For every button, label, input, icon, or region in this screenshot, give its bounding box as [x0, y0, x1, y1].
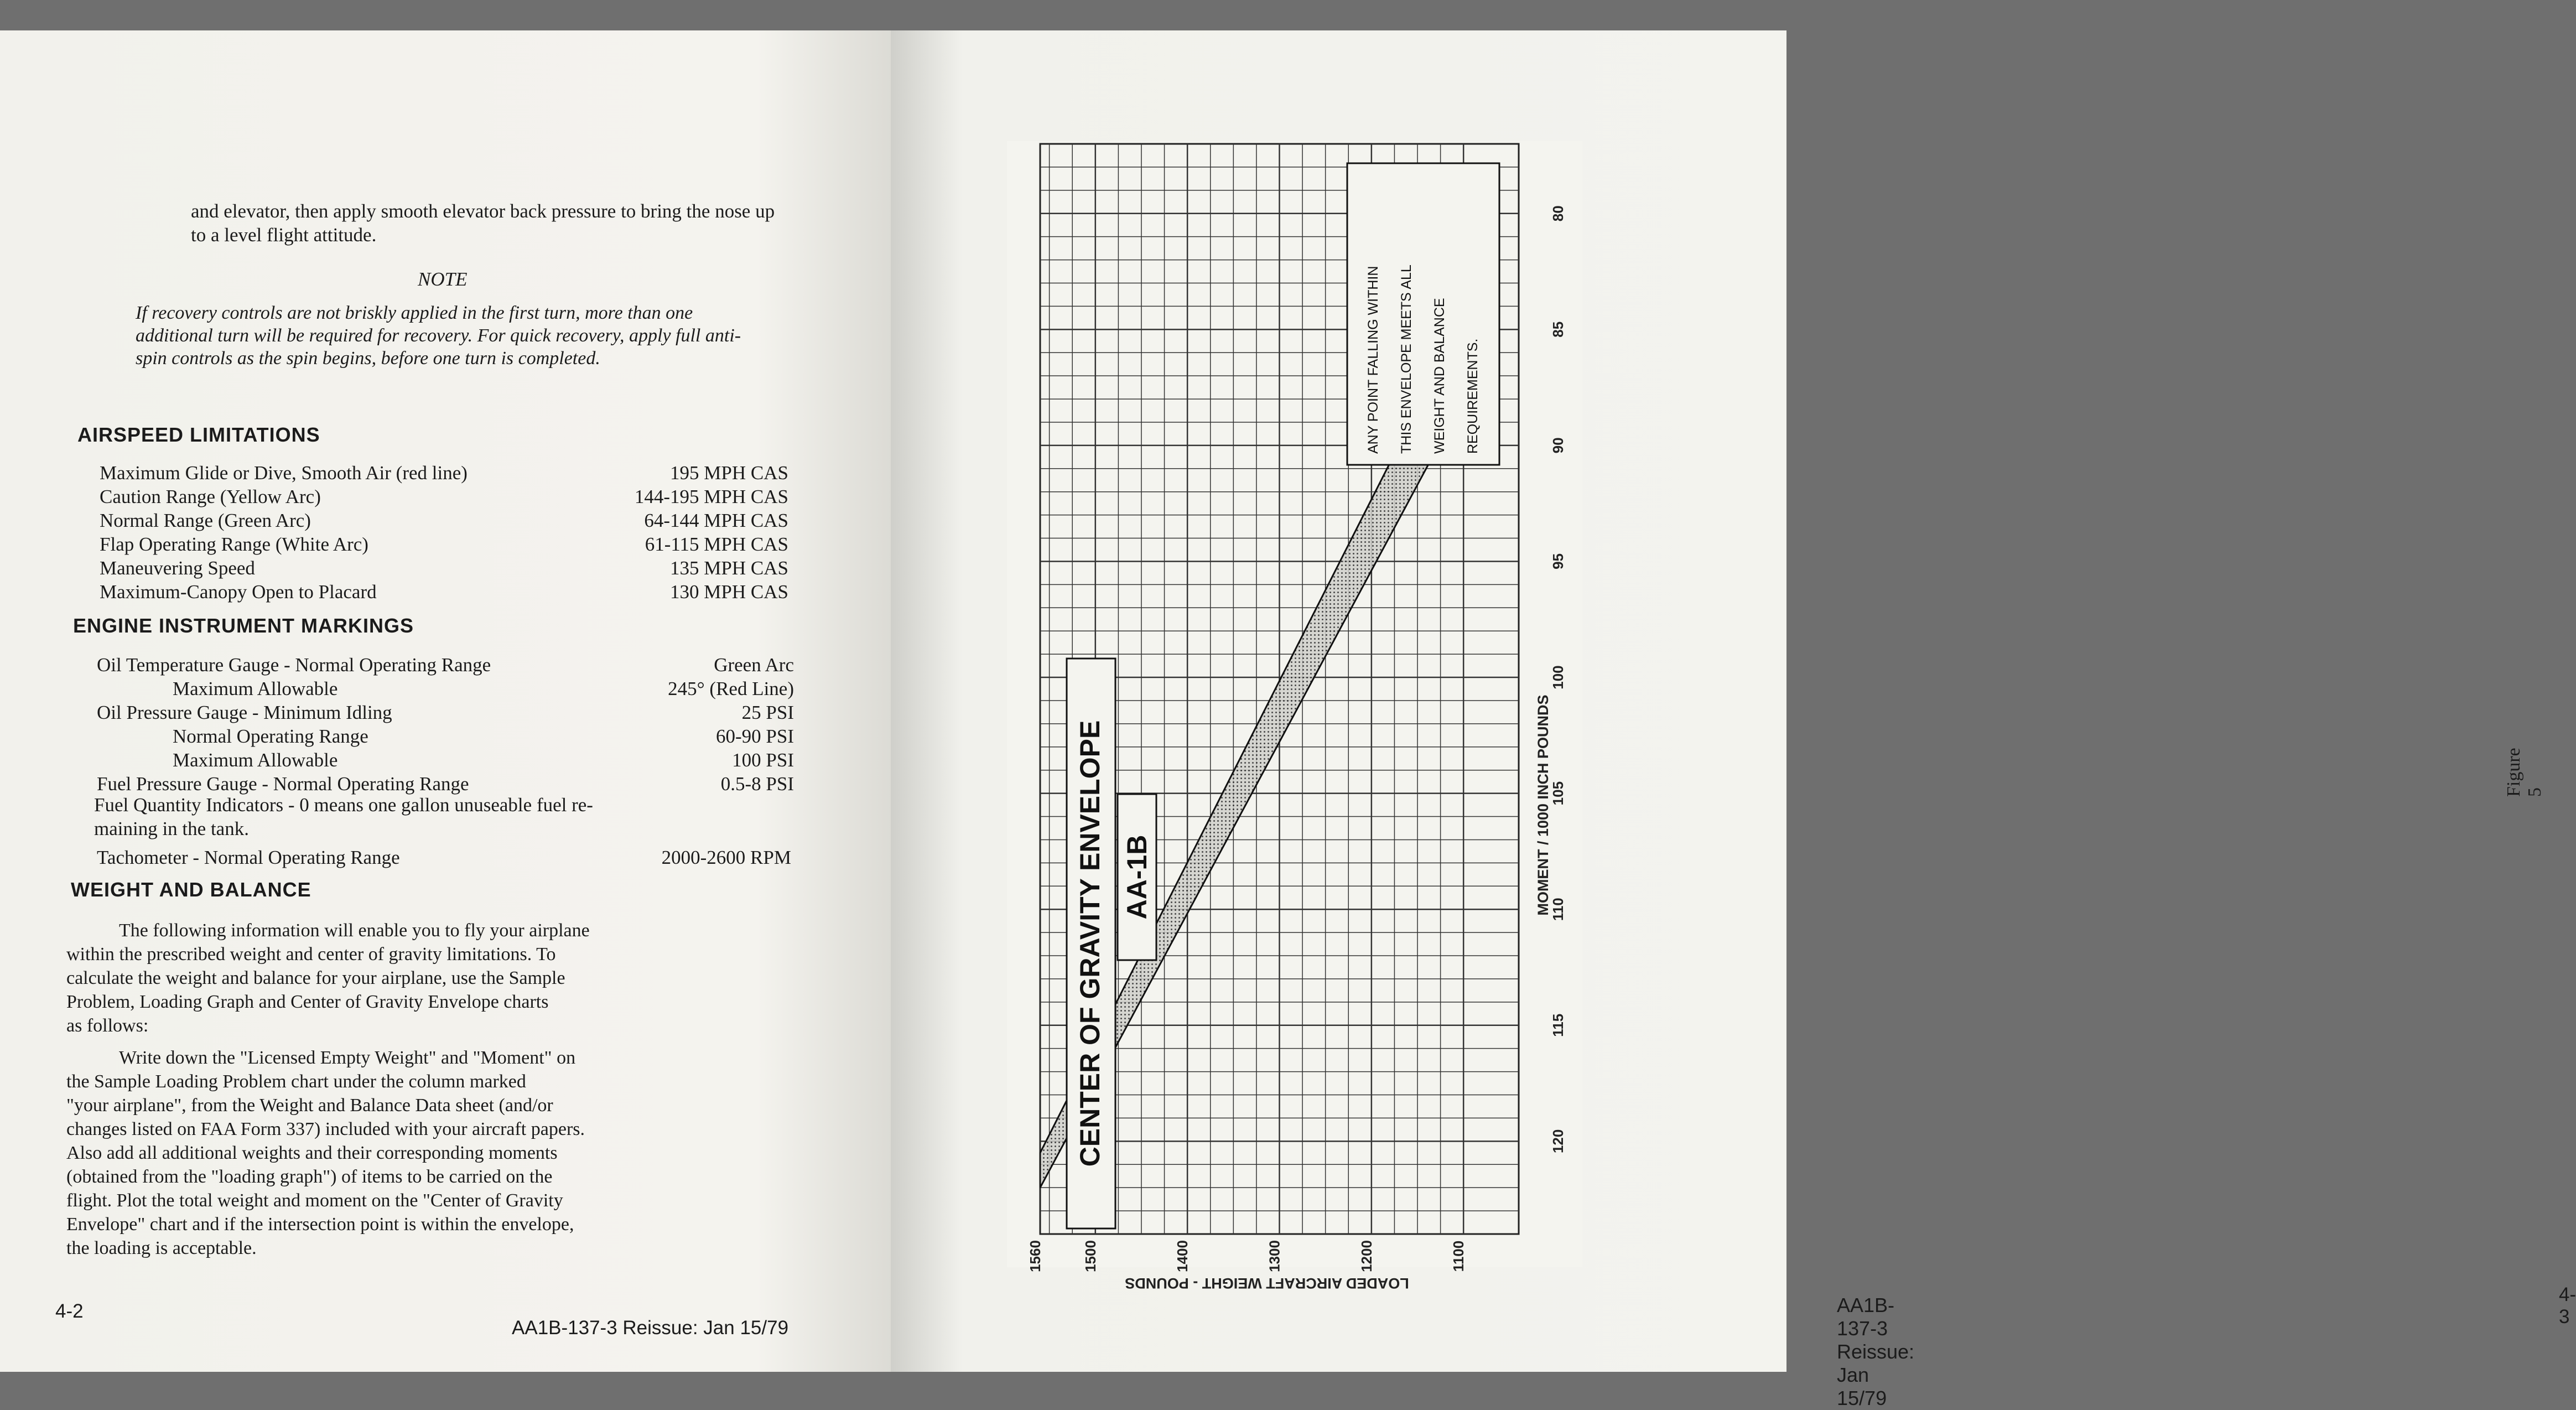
engine-row [173, 678, 794, 700]
airspeed-row [100, 533, 788, 556]
engine-row-label: Maximum Allowable [173, 749, 338, 771]
engine-row-label: Oil Temperature Gauge - Normal Operating Range [97, 654, 491, 676]
tachometer-row [97, 847, 791, 869]
fuel-quantity-line2: maining in the tank. [94, 818, 249, 839]
paragraph-line: flight. Plot the total weight and moment on the "Center of Gravity [66, 1190, 563, 1211]
weight-tick-label: 1100 [1450, 1240, 1467, 1272]
airspeed-row-label: Maximum-Canopy Open to Placard [100, 581, 377, 603]
engine-row-value: 25 PSI [741, 702, 794, 723]
airspeed-row-label: Caution Range (Yellow Arc) [100, 486, 321, 507]
moment-axis-label: MOMENT / 1000 INCH POUNDS [1535, 694, 1551, 916]
engine-heading: ENGINE INSTRUMENT MARKINGS [73, 614, 414, 637]
cg-envelope-chart [1007, 141, 1582, 1292]
figure-label: Figure 5 [2504, 748, 2545, 797]
left-page [0, 30, 891, 1372]
engine-row [173, 749, 794, 771]
envelope-note-line: WEIGHT AND BALANCE [1432, 298, 1447, 454]
airspeed-heading: AIRSPEED LIMITATIONS [77, 423, 320, 446]
airspeed-row [100, 581, 788, 603]
paragraph-line: Envelope" chart and if the intersection point is within the envelope, [66, 1214, 574, 1235]
airspeed-row-value: 195 MPH CAS [670, 462, 788, 484]
weight-tick-label: 1560 [1027, 1240, 1043, 1272]
airspeed-row [100, 557, 788, 579]
envelope-note-line: ANY POINT FALLING WITHIN [1365, 266, 1381, 454]
envelope-note-line: THIS ENVELOPE MEETS ALL [1399, 265, 1414, 454]
moment-tick-label: 100 [1550, 665, 1566, 690]
airspeed-row-value: 64-144 MPH CAS [644, 510, 788, 531]
airspeed-row-label: Normal Range (Green Arc) [100, 510, 311, 531]
paragraph-line: (obtained from the "loading graph") of items to be carried on the [66, 1167, 553, 1187]
engine-row [97, 702, 794, 724]
moment-tick-label: 110 [1550, 898, 1566, 921]
airspeed-row [100, 462, 788, 484]
tachometer-value: 2000-2600 RPM [661, 847, 791, 868]
engine-row-label: Fuel Pressure Gauge - Normal Operating Range [97, 773, 469, 795]
note-text: If recovery controls are not briskly applied in the first turn, more than one additional turn will be required for recovery. For quick recovery, apply full anti-spin controls as the spin begins, before one turn is completed. [136, 303, 741, 369]
paragraph-line: the loading is acceptable. [66, 1238, 257, 1258]
left-footer: AA1B-137-3 Reissue: Jan 15/79 [512, 1317, 789, 1339]
engine-row-value: 245° (Red Line) [668, 678, 794, 699]
engine-row-label: Maximum Allowable [173, 678, 338, 699]
engine-row-label: Oil Pressure Gauge - Minimum Idling [97, 702, 392, 723]
moment-tick-label: 105 [1550, 781, 1566, 806]
airspeed-row-value: 144-195 MPH CAS [634, 486, 788, 507]
paragraph-line: calculate the weight and balance for your airplane, use the Sample [66, 968, 565, 988]
chart-title: CENTER OF GRAVITY ENVELOPE [1074, 720, 1105, 1167]
weight-balance-heading: WEIGHT AND BALANCE [71, 878, 311, 901]
paragraph-line: The following information will enable you to fly your airplane [119, 920, 590, 941]
airspeed-row-value: 135 MPH CAS [670, 557, 788, 579]
paragraph-line: Problem, Loading Graph and Center of Gravity Envelope charts [66, 992, 549, 1012]
right-footer: AA1B-137-3 Reissue: Jan 15/79 [1837, 1294, 1915, 1409]
engine-row-label: Normal Operating Range [173, 725, 368, 747]
paragraph-line: changes listed on FAA Form 337) included with your aircraft papers. [66, 1119, 585, 1139]
fuel-quantity-line1: Fuel Quantity Indicators - 0 means one gallon unuseable fuel re- [94, 794, 593, 816]
moment-tick-label: 120 [1550, 1129, 1566, 1154]
airspeed-row-value: 130 MPH CAS [670, 581, 788, 603]
paragraph-line: Write down the "Licensed Empty Weight" and "Moment" on [119, 1048, 576, 1068]
weight-tick-label: 1300 [1266, 1240, 1283, 1272]
paragraph-line: Also add all additional weights and their corresponding moments [66, 1143, 558, 1163]
left-page-number: 4-2 [55, 1300, 84, 1322]
airspeed-row-label: Maximum Glide or Dive, Smooth Air (red line) [100, 462, 468, 484]
airspeed-row-value: 61-115 MPH CAS [645, 533, 788, 555]
engine-row-value: 0.5-8 PSI [720, 773, 794, 795]
moment-tick-label: 90 [1550, 437, 1566, 454]
paragraph-line: as follows: [66, 1015, 149, 1036]
engine-row [173, 725, 794, 748]
engine-row-value: 60-90 PSI [716, 725, 794, 747]
right-page-number: 4-3 [2559, 1284, 2576, 1328]
moment-tick-label: 85 [1550, 321, 1566, 338]
moment-tick-label: 80 [1550, 205, 1566, 222]
envelope-note-line: REQUIREMENTS. [1465, 338, 1481, 454]
intro-text: and elevator, then apply smooth elevator back pressure to bring the nose up to a level flight attitude. [191, 200, 775, 246]
weight-axis-label: LOADED AIRCRAFT WEIGHT - POUNDS [1125, 1275, 1409, 1292]
model-label: AA-1B [1121, 834, 1152, 920]
weight-tick-label: 1400 [1174, 1240, 1191, 1272]
tachometer-label: Tachometer - Normal Operating Range [97, 847, 400, 868]
note-title: NOTE [418, 268, 468, 290]
paragraph-line: "your airplane", from the Weight and Balance Data sheet (and/or [66, 1095, 553, 1116]
airspeed-row-label: Flap Operating Range (White Arc) [100, 533, 368, 555]
paragraph-line: within the prescribed weight and center of gravity limitations. To [66, 944, 556, 965]
airspeed-row [100, 486, 788, 508]
engine-row-value: 100 PSI [732, 749, 794, 771]
engine-row-value: Green Arc [714, 654, 794, 676]
moment-tick-label: 95 [1550, 553, 1566, 569]
engine-row [97, 773, 794, 795]
airspeed-row-label: Maneuvering Speed [100, 557, 255, 579]
airspeed-row [100, 510, 788, 532]
weight-tick-label: 1500 [1082, 1240, 1099, 1272]
moment-tick-label: 115 [1550, 1013, 1566, 1037]
engine-row [97, 654, 794, 676]
weight-tick-label: 1200 [1358, 1240, 1375, 1272]
paragraph-line: the Sample Loading Problem chart under the column marked [66, 1071, 526, 1092]
